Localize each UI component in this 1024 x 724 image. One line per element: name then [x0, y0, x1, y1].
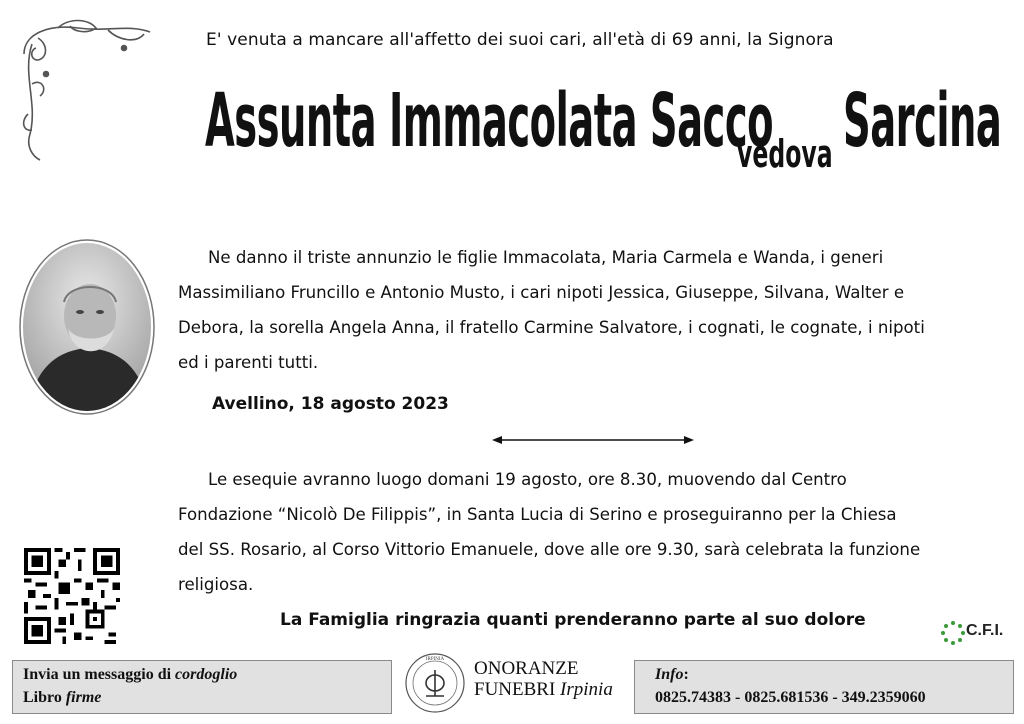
brand-line-1: ONORANZE: [474, 658, 579, 679]
funeral-text: [178, 462, 1010, 602]
logo-text: IRPINIA: [425, 657, 445, 662]
qr-code-icon[interactable]: [24, 548, 120, 644]
announcement-line: Massimiliano Fruncillo e Antonio Musto, i cari nipoti Jessica, Giuseppe, Silvana, Walter e: [178, 283, 905, 302]
guestbook-link[interactable]: Libro firme: [23, 689, 102, 706]
cfi-logo-icon: [940, 620, 966, 646]
funeral-line: del SS. Rosario, al Corso Vittorio Emanuele, dove alle ore 9.30, sarà celebrata la funzione: [178, 540, 921, 559]
announcement-text: [178, 240, 1010, 380]
info-box: [634, 660, 1014, 714]
funeral-line: Le esequie avranno luogo domani 19 agosto, ore 8.30, muovendo dal Centro: [208, 470, 847, 489]
onoranze-logo-icon: [404, 652, 466, 714]
intro-text: E' venuta a mancare all'affetto dei suoi cari, all'età di 69 anni, la Signora: [206, 30, 834, 50]
brand-line-2: FUNEBRI Irpinia: [474, 679, 613, 700]
deceased-name-first: Assunta Immacolata Sacco: [205, 78, 774, 164]
double-arrow-divider-icon: [492, 433, 694, 447]
announcement-line: ed i parenti tutti.: [178, 353, 319, 372]
funeral-line: Fondazione “Nicolò De Filippis”, in Santa Lucia di Serino e proseguiranno per la Chiesa: [178, 505, 897, 524]
condolence-link[interactable]: Invia un messaggio di cordoglio: [23, 666, 238, 683]
announcement-line: Ne danno il triste annunzio le figlie Immacolata, Maria Carmela e Wanda, i generi: [208, 248, 884, 267]
corner-ornament-icon: [18, 14, 158, 164]
announcement-line: Debora, la sorella Angela Anna, il fratello Carmine Salvatore, i cognati, le cognate, i nipoti: [178, 318, 925, 337]
condolence-message-box[interactable]: [12, 660, 392, 714]
deceased-name-last: Sarcina: [843, 78, 1002, 164]
deceased-name-mid: vedova: [737, 132, 833, 176]
info-phones: 0825.74383 - 0825.681536 - 349.2359060: [655, 689, 926, 706]
funeral-line: religiosa.: [178, 575, 254, 594]
cfi-logo: [940, 618, 1016, 648]
portrait-photo: [18, 238, 156, 416]
thanks-text: La Famiglia ringrazia quanti prenderanno parte al suo dolore: [280, 610, 866, 630]
deceased-name: [205, 78, 1002, 193]
funeral-home-brand: [474, 658, 613, 700]
info-label: Info:: [655, 666, 689, 683]
cfi-logo-text: C.F.I.: [966, 622, 1004, 639]
place-date: Avellino, 18 agosto 2023: [212, 394, 449, 414]
